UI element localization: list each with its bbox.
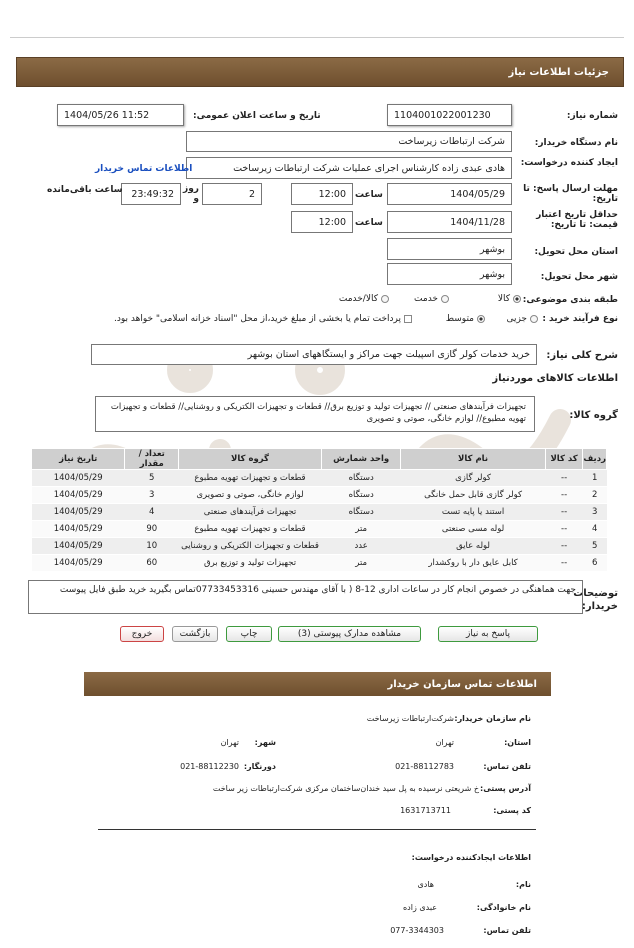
table-cell: متر xyxy=(321,555,400,572)
deadline-time-label: ساعت xyxy=(355,190,383,200)
table-cell: عدد xyxy=(321,538,400,555)
goods-section-title: اطلاعات کالاهای موردنیاز xyxy=(492,373,618,384)
validity-label: حداقل تاریخ اعتبار قیمت: تا تاریخ: xyxy=(536,210,618,230)
table-cell: -- xyxy=(545,555,583,572)
table-cell: 2 xyxy=(583,487,607,504)
summary-field: خرید خدمات کولر گازی اسپیلت جهت مراکز و ایستگاههای استان بوشهر xyxy=(91,344,537,365)
table-row xyxy=(32,470,607,487)
creator-name-value: هادی xyxy=(417,880,434,889)
org-name-label: نام سازمان خریدار: xyxy=(454,714,531,723)
table-cell: -- xyxy=(545,470,583,487)
fax-value: 021-88112230 xyxy=(180,762,239,771)
table-cell: 5 xyxy=(125,470,179,487)
creator-field: هادی عبدی زاده کارشناس اجرای عملیات شرکت ارتباطات زیرساخت xyxy=(186,157,512,179)
table-cell: دستگاه xyxy=(321,470,400,487)
table-cell: 10 xyxy=(125,538,179,555)
creator-label: ایجاد کننده درخواست: xyxy=(520,158,618,168)
province-contact-label: استان: xyxy=(504,738,531,747)
address-value: خ شریعتی نرسیده به پل سید خندان‌ساختمان مرکزی شرکت‌ارتباطات زیر ساخت xyxy=(212,784,479,793)
deadline-label: مهلت ارسال پاسخ: تا تاریخ: xyxy=(523,184,618,204)
table-cell: استند یا پایه تست xyxy=(401,504,545,521)
table-cell: متر xyxy=(321,521,400,538)
goods-group-field: تجهیزات فرآیندهای صنعتی // تجهیزات تولید و توزیع برق// قطعات و تجهیزات الکتریکی و روشنایی// قطعات و تجهیزات تهویه مطبوع// لوازم خانگی، صوتی و تصویری xyxy=(95,396,535,432)
col-header-row: ردیف xyxy=(583,449,607,470)
creator-family-value: عبدی زاده xyxy=(402,903,437,912)
buyer-contact-link[interactable]: اطلاعات تماس خریدار xyxy=(95,164,193,174)
postal-code-label: کد پستی: xyxy=(493,806,531,815)
province-label: استان محل تحویل: xyxy=(534,247,618,257)
page-title: جزئیات اطلاعات نیاز xyxy=(16,57,624,87)
radio-icon xyxy=(530,315,538,323)
table-cell: 4 xyxy=(125,504,179,521)
table-header-row xyxy=(32,449,607,470)
deadline-date-field: 1404/05/29 xyxy=(387,183,512,205)
table-cell: 6 xyxy=(583,555,607,572)
process-option-medium[interactable]: متوسط xyxy=(446,314,485,324)
table-cell: 1404/05/29 xyxy=(32,504,125,521)
goods-table xyxy=(31,448,607,572)
reply-button[interactable]: پاسخ به نیاز xyxy=(438,626,538,642)
fax-label: دورنگار: xyxy=(243,762,276,771)
buyer-notes-field: جهت هماهنگی در خصوص انجام کار در ساعات اداری 12-8 ( با آقای مهندس حسینی 07733453316تماس بگیرید خرید طبق فایل پیوست xyxy=(28,580,583,614)
city-contact-label: شهر: xyxy=(254,738,276,747)
category-option-service[interactable]: خدمت xyxy=(414,294,449,304)
table-row xyxy=(32,504,607,521)
table-cell: 3 xyxy=(125,487,179,504)
table-cell: 90 xyxy=(125,521,179,538)
city-label: شهر محل تحویل: xyxy=(540,272,618,282)
category-option-goods[interactable]: کالا xyxy=(498,294,521,304)
top-divider xyxy=(10,37,624,38)
creator-info-title: اطلاعات ایجادکننده درخواست: xyxy=(411,853,531,862)
remaining-time-label: ساعت باقی‌مانده xyxy=(47,185,123,195)
col-header-qty: تعداد / مقدار xyxy=(125,449,179,470)
contact-section-title: اطلاعات تماس سازمان خریدار xyxy=(84,672,551,696)
table-cell: قطعات و تجهیزات الکتریکی و روشنایی xyxy=(179,538,322,555)
radio-icon xyxy=(381,295,389,303)
table-cell: کابل عایق دار با روکشدار xyxy=(401,555,545,572)
table-cell: 1404/05/29 xyxy=(32,521,125,538)
city-field: بوشهر xyxy=(387,263,512,285)
exit-button[interactable]: خروج xyxy=(120,626,164,642)
table-cell: 1404/05/29 xyxy=(32,538,125,555)
col-header-group: گروه کالا xyxy=(179,449,322,470)
back-button[interactable]: بازگشت xyxy=(172,626,218,642)
table-cell: -- xyxy=(545,487,583,504)
radio-icon xyxy=(513,295,521,303)
table-cell: دستگاه xyxy=(321,487,400,504)
table-row xyxy=(32,555,607,572)
announce-field: 1404/05/26 11:52 xyxy=(57,104,184,126)
contact-divider xyxy=(98,829,536,830)
col-header-date: تاریخ نیاز xyxy=(32,449,125,470)
validity-time-field: 12:00 xyxy=(291,211,353,233)
buyer-org-field: شرکت ارتباطات زیرساخت xyxy=(186,131,512,152)
postal-code-value: 1631713711 xyxy=(400,806,451,815)
table-row xyxy=(32,487,607,504)
goods-group-label: گروه کالا: xyxy=(569,410,618,421)
table-cell: 1404/05/29 xyxy=(32,555,125,572)
category-option-both[interactable]: کالا/خدمت xyxy=(339,294,389,304)
table-row xyxy=(32,521,607,538)
table-cell: تجهیزات فرآیندهای صنعتی xyxy=(179,504,322,521)
radio-icon xyxy=(441,295,449,303)
treasury-payment-checkbox[interactable]: پرداخت تمام یا بخشی از مبلغ خرید،از محل "اسناد خزانه اسلامی" خواهد بود. xyxy=(114,314,412,324)
table-cell: لوله عایق xyxy=(401,538,545,555)
col-header-code: کد کالا xyxy=(545,449,583,470)
print-button[interactable]: چاپ xyxy=(226,626,272,642)
validity-date-field: 1404/11/28 xyxy=(387,211,512,233)
table-cell: قطعات و تجهیزات تهویه مطبوع xyxy=(179,470,322,487)
deadline-time-field: 12:00 xyxy=(291,183,353,205)
category-label: طبقه بندی موضوعی: xyxy=(522,295,618,305)
province-field: بوشهر xyxy=(387,238,512,260)
buyer-org-label: نام دستگاه خریدار: xyxy=(534,138,618,148)
phone-value: 021-88112783 xyxy=(395,762,454,771)
days-label: روز و xyxy=(183,184,199,204)
table-cell: 3 xyxy=(583,504,607,521)
table-cell: کولر گازی قابل حمل خانگی xyxy=(401,487,545,504)
remaining-time-field: 23:49:32 xyxy=(121,183,181,205)
table-cell: -- xyxy=(545,538,583,555)
summary-label: شرح کلی نیاز: xyxy=(546,350,618,361)
table-cell: 1404/05/29 xyxy=(32,487,125,504)
buyer-notes-label: توضیحات خریدار: xyxy=(573,588,618,612)
table-cell: قطعات و تجهیزات تهویه مطبوع xyxy=(179,521,322,538)
table-cell: 4 xyxy=(583,521,607,538)
view-attachments-button[interactable]: مشاهده مدارک پیوستی (3) xyxy=(278,626,421,642)
table-cell: تجهیزات تولید و توزیع برق xyxy=(179,555,322,572)
process-label: نوع فرآیند خرید : xyxy=(542,314,618,324)
announce-label: تاریخ و ساعت اعلان عمومی: xyxy=(193,111,321,121)
table-cell: کولر گازی xyxy=(401,470,545,487)
table-cell: 5 xyxy=(583,538,607,555)
creator-phone-value: 077-3344303 xyxy=(390,926,444,935)
creator-name-label: نام: xyxy=(515,880,531,889)
table-cell: -- xyxy=(545,504,583,521)
table-cell: 1404/05/29 xyxy=(32,470,125,487)
table-cell: دستگاه xyxy=(321,504,400,521)
creator-family-label: نام خانوادگی: xyxy=(476,903,531,912)
checkbox-icon xyxy=(404,315,412,323)
process-option-minor[interactable]: جزیی xyxy=(506,314,538,324)
city-contact-value: تهران xyxy=(220,738,239,747)
province-contact-value: تهران xyxy=(435,738,454,747)
table-row xyxy=(32,538,607,555)
org-name-value: شرکت‌ارتباطات زیرساخت xyxy=(366,714,454,723)
creator-phone-label: تلفن تماس: xyxy=(483,926,531,935)
table-cell: لوله مسی صنعتی xyxy=(401,521,545,538)
days-remaining-field: 2 xyxy=(202,183,262,205)
address-label: آدرس پستی: xyxy=(480,784,531,793)
table-cell: 1 xyxy=(583,470,607,487)
col-header-unit: واحد شمارش xyxy=(321,449,400,470)
table-cell: 60 xyxy=(125,555,179,572)
table-cell: لوازم خانگی، صوتی و تصویری xyxy=(179,487,322,504)
table-cell: -- xyxy=(545,521,583,538)
need-number-field: 1104001022001230 xyxy=(387,104,512,126)
radio-icon xyxy=(477,315,485,323)
col-header-name: نام کالا xyxy=(401,449,545,470)
phone-label: تلفن تماس: xyxy=(483,762,531,771)
need-number-label: شماره نیاز: xyxy=(566,111,618,121)
validity-time-label: ساعت xyxy=(355,218,383,228)
